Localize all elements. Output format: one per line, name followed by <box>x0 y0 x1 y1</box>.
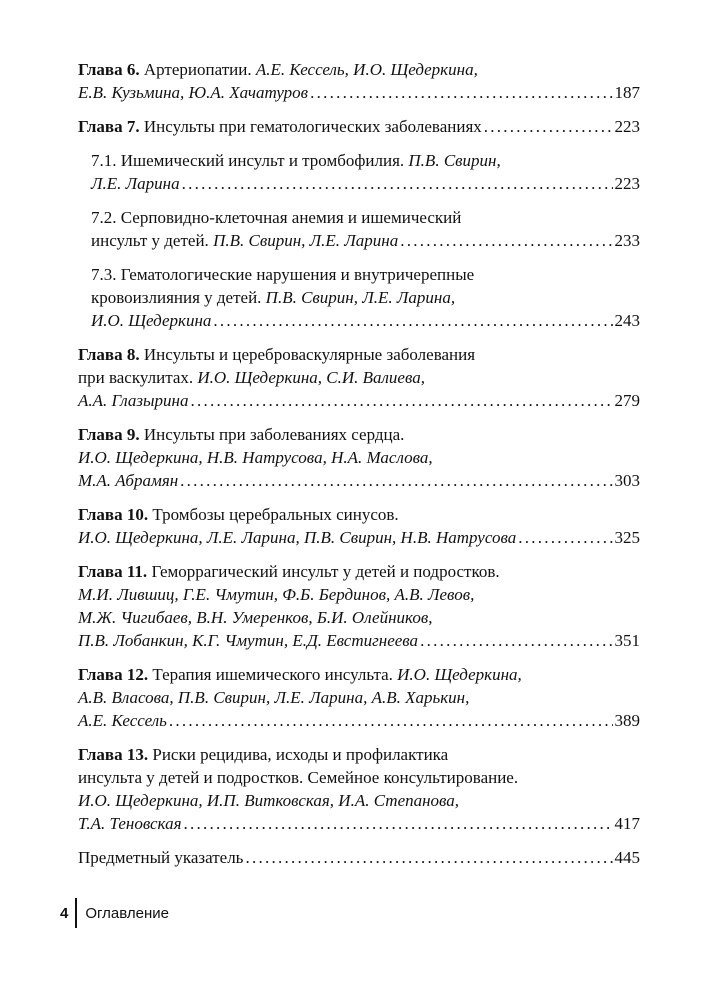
toc-line <box>78 663 640 686</box>
dot-leader <box>182 172 613 195</box>
toc-entry <box>78 115 640 138</box>
page-ref: 279 <box>614 391 640 410</box>
authors: П.В. Свирин, <box>408 151 501 170</box>
chapter-label: Глава 9. <box>78 425 140 444</box>
dot-leader <box>245 846 612 869</box>
title-text: Артериопатии. <box>139 60 256 79</box>
authors: И.О. Щедеркина, И.П. Витковская, И.А. Степанова, <box>78 791 460 810</box>
chapter-label: Глава 12. <box>78 665 149 684</box>
authors: М.И. Лившиц, Г.Е. Чмутин, Ф.Б. Бердинов, А.В. Левов, <box>78 585 475 604</box>
toc-entry <box>78 343 640 412</box>
title-text: кровоизлияния у детей. <box>91 288 266 307</box>
authors: М.А. Абрамян <box>78 471 179 490</box>
toc-line <box>91 309 640 332</box>
page-ref: 233 <box>614 231 640 250</box>
page-ref: 325 <box>614 528 640 547</box>
toc-entry <box>78 423 640 492</box>
title-text: Инсульты и цереброваскулярные заболевания <box>139 345 476 364</box>
toc-subentry <box>78 263 640 332</box>
authors: И.О. Щедеркина, С.И. Валиева, <box>197 368 425 387</box>
dot-leader <box>169 709 613 732</box>
page-ref: 445 <box>614 848 640 867</box>
authors: И.О. Щедеркина, <box>397 665 522 684</box>
title-text: Терапия ишемического инсульта. <box>148 665 398 684</box>
page-number: 4 <box>60 904 69 922</box>
authors: Л.Е. Ларина <box>91 174 180 193</box>
toc-line <box>91 149 640 172</box>
toc-line <box>78 469 640 492</box>
toc-entry <box>78 846 640 869</box>
toc-line <box>78 343 640 366</box>
chapter-label: Глава 10. <box>78 505 149 524</box>
page-ref: 223 <box>614 174 640 193</box>
section-title: Оглавление <box>85 904 169 922</box>
authors: А.А. Глазырина <box>78 391 189 410</box>
page-ref: 187 <box>614 83 640 102</box>
title-text: инсульта у детей и подростков. Семейное консультирование. <box>78 768 519 787</box>
page-ref: 303 <box>614 471 640 490</box>
toc-line <box>78 846 640 869</box>
page-footer <box>60 898 169 928</box>
dot-leader <box>183 812 612 835</box>
title-text: Риски рецидива, исходы и профилактика <box>148 745 449 764</box>
toc-line <box>91 286 640 309</box>
toc-line <box>78 812 640 835</box>
authors: П.В. Свирин, Л.Е. Ларина, <box>265 288 456 307</box>
toc-line <box>78 423 640 446</box>
table-of-contents <box>78 58 640 880</box>
chapter-label: Глава 7. <box>78 117 140 136</box>
authors: И.О. Щедеркина <box>91 311 212 330</box>
title-text: Тромбозы церебральных синусов. <box>148 505 399 524</box>
dot-leader <box>310 81 612 104</box>
authors: Е.В. Кузьмина, Ю.А. Хачатуров <box>78 83 309 102</box>
toc-line <box>78 366 640 389</box>
toc-entry <box>78 503 640 549</box>
authors: И.О. Щедеркина, Н.В. Натрусова, Н.А. Маслова, <box>78 448 433 467</box>
chapter-label: Глава 11. <box>78 562 148 581</box>
toc-line <box>78 115 640 138</box>
authors: И.О. Щедеркина, Л.Е. Ларина, П.В. Свирин, Н.В. Натрусова <box>78 528 517 547</box>
authors: А.В. Власова, П.В. Свирин, Л.Е. Ларина, А.В. Харькин, <box>78 688 470 707</box>
page-ref: 389 <box>614 711 640 730</box>
toc-line <box>78 583 640 606</box>
dot-leader <box>180 469 612 492</box>
toc-line <box>78 81 640 104</box>
toc-line <box>78 629 640 652</box>
chapter-label: Глава 8. <box>78 345 140 364</box>
authors: А.Е. Кессель, И.О. Щедеркина, <box>255 60 478 79</box>
toc-line <box>78 709 640 732</box>
authors: Т.А. Теновская <box>78 814 182 833</box>
toc-line <box>91 229 640 252</box>
chapter-label: Глава 13. <box>78 745 149 764</box>
title-text: 7.2. Серповидно-клеточная анемия и ишемический <box>91 208 462 227</box>
title-text: Геморрагический инсульт у детей и подростков. <box>147 562 500 581</box>
toc-entry <box>78 743 640 835</box>
dot-leader <box>484 115 613 138</box>
dot-leader <box>190 389 612 412</box>
toc-line <box>78 560 640 583</box>
toc-line <box>78 503 640 526</box>
title-text: Инсульты при гематологических заболеваниях <box>139 117 482 136</box>
toc-line <box>78 606 640 629</box>
title-text: инсульт у детей. <box>91 231 214 250</box>
authors: А.Е. Кессель <box>78 711 167 730</box>
title-text: Предметный указатель <box>78 848 244 867</box>
toc-line <box>91 172 640 195</box>
title-text: 7.1. Ишемический инсульт и тромбофилия. <box>91 151 409 170</box>
toc-entry <box>78 560 640 652</box>
toc-line <box>78 526 640 549</box>
title-text: Инсульты при заболеваниях сердца. <box>139 425 405 444</box>
page-ref: 417 <box>614 814 640 833</box>
chapter-label: Глава 6. <box>78 60 140 79</box>
authors: П.В. Лобанкин, К.Г. Чмутин, Е.Д. Евстигнеева <box>78 631 419 650</box>
toc-line <box>78 58 640 81</box>
toc-entry <box>78 663 640 732</box>
toc-subentry <box>78 149 640 195</box>
title-text: при васкулитах. <box>78 368 198 387</box>
page-ref: 351 <box>614 631 640 650</box>
toc-line <box>91 206 640 229</box>
authors: П.В. Свирин, Л.Е. Ларина <box>213 231 399 250</box>
toc-line <box>91 263 640 286</box>
dot-leader <box>420 629 612 652</box>
page-ref: 243 <box>614 311 640 330</box>
toc-entry <box>78 58 640 104</box>
toc-subentry <box>78 206 640 252</box>
toc-line <box>78 389 640 412</box>
dot-leader <box>518 526 612 549</box>
title-text: 7.3. Гематологические нарушения и внутричерепные <box>91 265 475 284</box>
dot-leader <box>400 229 612 252</box>
toc-line <box>78 766 640 789</box>
toc-line <box>78 686 640 709</box>
dot-leader <box>213 309 612 332</box>
toc-line <box>78 446 640 469</box>
toc-line <box>78 789 640 812</box>
footer-divider <box>75 898 77 928</box>
toc-line <box>78 743 640 766</box>
authors: М.Ж. Чигибаев, В.Н. Умеренков, Б.И. Олейников, <box>78 608 433 627</box>
page-ref: 223 <box>614 117 640 136</box>
